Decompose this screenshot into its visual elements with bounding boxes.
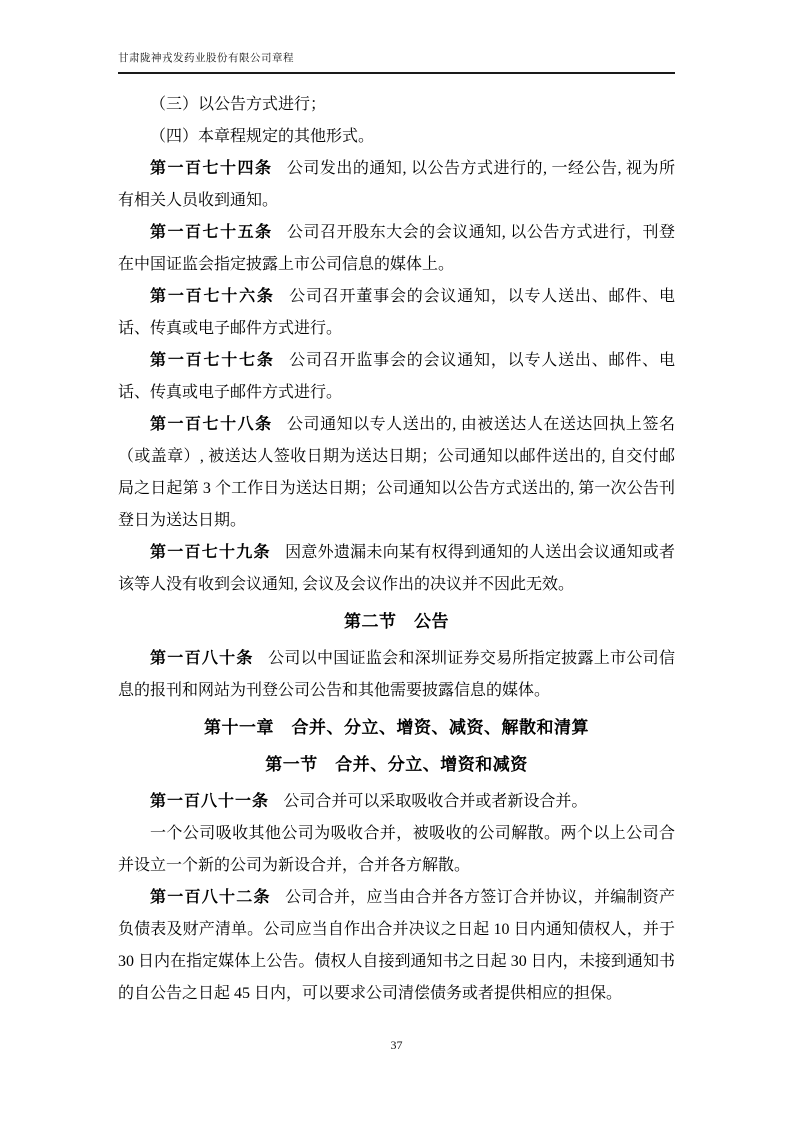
list-item-text: （三）以公告方式进行； (150, 96, 327, 113)
list-item-3 (118, 89, 675, 121)
chapter-heading-11: 第十一章 合并、分立、增资、减资、解散和清算 (204, 718, 589, 737)
article-179 (118, 537, 675, 601)
article-181-continuation (118, 818, 675, 882)
page-header (118, 0, 675, 74)
article-text: 公司发出的通知, 以公告方式进行的, 一经公告, 视为所有相关人员收到通知。 (118, 160, 675, 209)
article-177 (118, 345, 675, 409)
article-text: 公司合并可以采取吸收合并或者新设合并。 (283, 793, 588, 810)
page-footer (0, 1038, 793, 1053)
article-number: 第一百八十一条 (150, 793, 270, 810)
article-180 (118, 643, 675, 707)
article-number: 第一百八十条 (150, 650, 254, 667)
article-181 (118, 786, 675, 818)
article-number: 第一百七十六条 (150, 288, 275, 305)
article-182 (118, 882, 675, 1010)
article-174 (118, 153, 675, 217)
article-text: 公司合并，应当由合并各方签订合并协议，并编制资产负债表及财产清单。公司应当自作出合并决议之日起 10 日内通知债权人，并于 30 日内在指定媒体上公告。债权人自接到通知书之日起 30 日内，未接到通知书的自公告之日起 45 日内，可以要求公司清偿债务或者提供相应的担保。 (118, 889, 675, 1002)
section-heading-merger: 第一节 合并、分立、增资和减资 (265, 755, 528, 774)
article-number: 第一百七十九条 (150, 544, 271, 561)
article-text: 公司召开股东大会的会议通知, 以公告方式进行，刊登在中国证监会指定披露上市公司信息的媒体上。 (118, 224, 675, 273)
article-number: 第一百七十八条 (150, 416, 273, 433)
article-number: 第一百七十四条 (150, 160, 273, 177)
section-heading-announcements: 第二节 公告 (344, 612, 449, 631)
article-text: 公司召开董事会的会议通知，以专人送出、邮件、电话、传真或电子邮件方式进行。 (118, 288, 675, 337)
article-text: 公司通知以专人送出的, 由被送达人在送达回执上签名（或盖章）, 被送达人签收日期为送达日期；公司通知以邮件送出的, 自交付邮局之日起第 3 个工作日为送达日期；公司通知以公告方式送出的, 第一次公告刊登日为送达日期。 (118, 416, 675, 529)
article-number: 第一百七十七条 (150, 352, 275, 369)
article-number: 第一百七十五条 (150, 224, 273, 241)
document-body (118, 74, 675, 1010)
list-item-4 (118, 121, 675, 153)
article-text: 因意外遗漏未向某有权得到通知的人送出会议通知或者该等人没有收到会议通知, 会议及会议作出的决议并不因此无效。 (118, 544, 675, 593)
page-number: 37 (390, 1038, 403, 1052)
article-175 (118, 217, 675, 281)
article-text: 公司以中国证监会和深圳证券交易所指定披露上市公司信息的报刊和网站为刊登公司公告和其他需要披露信息的媒体。 (118, 650, 675, 699)
page-content-area (118, 0, 675, 1052)
article-number: 第一百八十二条 (150, 889, 271, 906)
paragraph-text: 一个公司吸收其他公司为吸收合并，被吸收的公司解散。两个以上公司合并设立一个新的公司为新设合并，合并各方解散。 (118, 825, 675, 874)
list-item-text: （四）本章程规定的其他形式。 (150, 128, 375, 145)
article-178 (118, 409, 675, 537)
article-176 (118, 281, 675, 345)
header-title: 甘肃陇神戎发药业股份有限公司章程 (118, 53, 294, 64)
article-text: 公司召开监事会的会议通知，以专人送出、邮件、电话、传真或电子邮件方式进行。 (118, 352, 675, 401)
